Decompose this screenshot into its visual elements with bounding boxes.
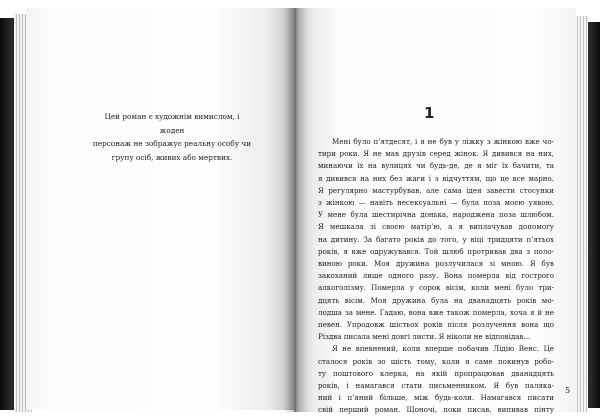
chapter-body-text — [318, 136, 554, 417]
paragraph-2 — [318, 343, 554, 416]
text-line: минаючи їх на вулицях чи будь-де, де я міг їх бачити, та — [318, 161, 554, 171]
text-line: певен. Упродовж шістьох років після розлучення вона що — [318, 320, 554, 330]
text-line: років, я вже одружувався. Той шлюб протривав два з поло- — [318, 246, 554, 256]
paragraph-1 — [318, 136, 554, 343]
text-line: Різдва писала мені довгі листи. Я ніколи не відповідав... — [318, 332, 531, 342]
text-line: закоханий лише одного разу. Вона померла від гострого — [318, 271, 554, 281]
text-line: лодша за мене. Гадаю, вона вже також померла, хоча я й не — [318, 307, 554, 317]
text-line: тири роки. Я не мав друзів серед жінок. Я дивився на них, — [318, 149, 554, 159]
disclaimer-line: Цей роман є художнім вимислом, і жоден — [104, 112, 240, 135]
left-page — [26, 8, 294, 410]
text-line: дцять вісім. Моя дружина була на дванадцять років мо- — [318, 295, 554, 305]
text-line: свій перший роман. Щоночі, поки писав, випивав пінту — [318, 405, 554, 415]
text-line: сталося років зо шість тому, коли я саме покинув робо- — [318, 356, 554, 366]
disclaimer-line: групу осіб, живих або мертвих. — [111, 152, 233, 162]
text-line: Я не впевнений, коли вперше побачив Лідію Венс. Це — [332, 344, 554, 354]
text-line: Я регулярно мастурбував, але сама ідея завести стосунки — [318, 185, 554, 195]
text-line: алкоголізму. Померла у сорок вісім, коли мені було три- — [318, 283, 554, 293]
book-spine-shadow — [282, 8, 308, 412]
text-line: на дитину. За багато років до того, у віці тридцяти п’ятьох — [318, 234, 554, 244]
text-line: Мені було п’ятдесят, і я не був у ліжку з жінкою вже чо- — [332, 137, 554, 146]
copyright-disclaimer — [92, 110, 252, 164]
text-line: з жінкою — навіть несексуальні — була поза моєю уявою. — [318, 198, 554, 208]
disclaimer-line: персонаж не зображує реальну особу чи — [92, 139, 252, 149]
page-number: 5 — [565, 386, 571, 395]
text-line: У мене була шестирічна донька, народжена поза шлюбом. — [318, 210, 554, 220]
text-line: ний і п’яний більше, між будь-коли. Намагався писати — [318, 393, 554, 403]
text-line: я дивився на них без жаги і з відчуттям, що це все марно. — [318, 173, 554, 183]
text-line: років, і намагався стати письменником. Я був паляка- — [318, 381, 554, 391]
text-line: Я мешкала зі своєю матір’ю, а я виплачував допомогу — [318, 222, 554, 232]
chapter-number: 1 — [424, 104, 435, 122]
text-line: ту поштового клерка, на якій пропрацював дванадцять — [318, 368, 554, 378]
text-line: виною роки. Моя дружина розлучилася зі мною. Я був — [318, 259, 554, 269]
